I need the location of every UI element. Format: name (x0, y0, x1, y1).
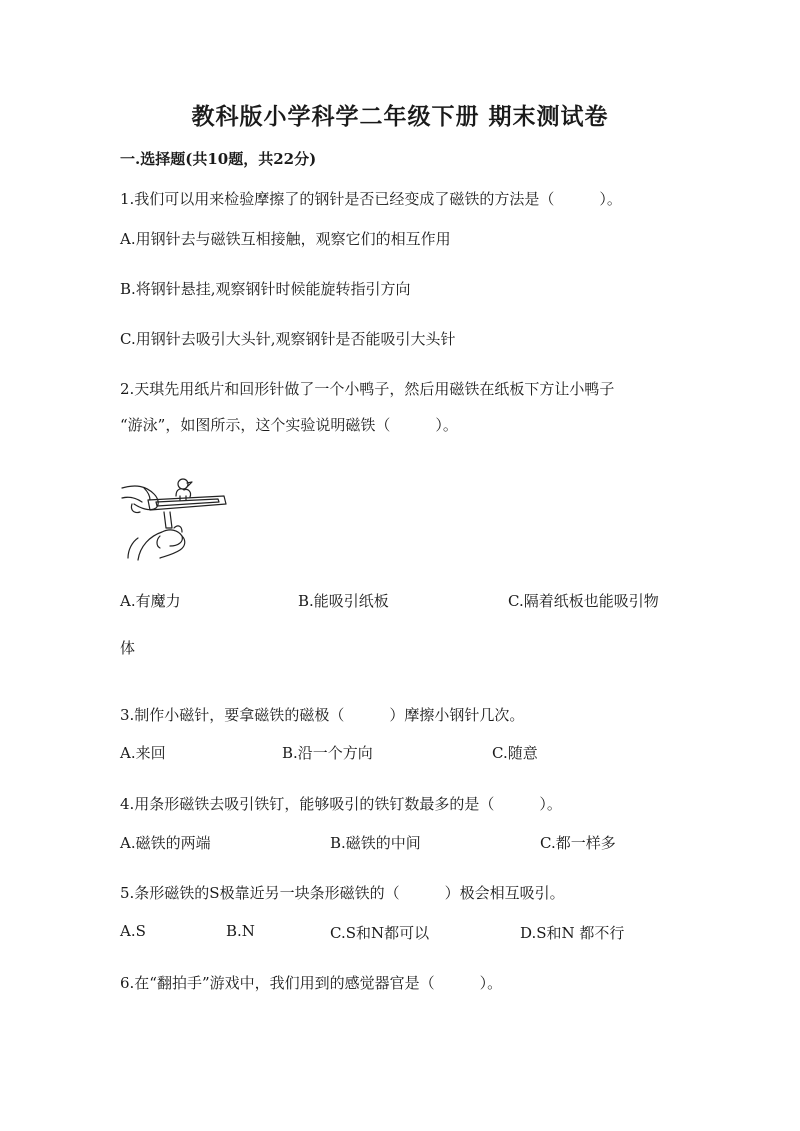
question-1-option-c: C.用钢针去吸引大头针,观察钢针是否能吸引大头针 (120, 330, 456, 348)
question-3-option-b: B.沿一个方向 (282, 744, 373, 762)
question-2-option-b: B.能吸引纸板 (298, 592, 389, 610)
question-5-option-c: C.S和N都可以 (330, 924, 430, 942)
question-3-option-c: C.随意 (492, 744, 538, 762)
question-4-option-a: A.磁铁的两端 (120, 834, 211, 852)
question-5-option-a: A.S (120, 922, 146, 940)
question-1-option-a: A.用钢针去与磁铁互相接触，观察它们的相互作用 (120, 230, 451, 248)
question-4-stem: 4.用条形磁铁去吸引铁钉，能够吸引的铁钉数最多的是（ ）。 (120, 795, 562, 813)
question-4-option-c: C.都一样多 (540, 834, 616, 852)
question-3-option-a: A.来回 (120, 744, 166, 762)
question-2-option-c: C.隔着纸板也能吸引物 (508, 592, 659, 610)
question-5-option-b: B.N (226, 922, 255, 940)
question-5-option-d: D.S和N 都不行 (520, 924, 625, 942)
question-1-stem: 1.我们可以用来检验摩擦了的钢针是否已经变成了磁铁的方法是（ ）。 (120, 190, 622, 208)
question-2-option-a: A.有魔力 (120, 592, 181, 610)
question-4-option-b: B.磁铁的中间 (330, 834, 421, 852)
section-heading: 一.选择题(共10题，共22分) (120, 150, 317, 168)
question-2-stem-line-2: “游泳”，如图所示，这个实验说明磁铁（ ）。 (120, 416, 458, 434)
question-6-stem: 6.在“翻拍手”游戏中，我们用到的感觉器官是（ ）。 (120, 974, 503, 992)
question-2-stem-line-1: 2.天琪先用纸片和回形针做了一个小鸭子，然后用磁铁在纸板下方让小鸭子 (120, 380, 615, 398)
question-5-stem: 5.条形磁铁的S极靠近另一块条形磁铁的（ ）极会相互吸引。 (120, 884, 565, 902)
question-2-option-c-continuation: 体 (120, 639, 136, 657)
question-1-option-b: B.将钢针悬挂,观察钢针时候能旋转指引方向 (120, 280, 411, 298)
question-3-stem: 3.制作小磁针，要拿磁铁的磁极（ ）摩擦小钢针几次。 (120, 706, 525, 724)
page-title: 教科版小学科学二年级下册 期末测试卷 (191, 103, 609, 130)
duck-magnet-illustration (120, 466, 230, 562)
